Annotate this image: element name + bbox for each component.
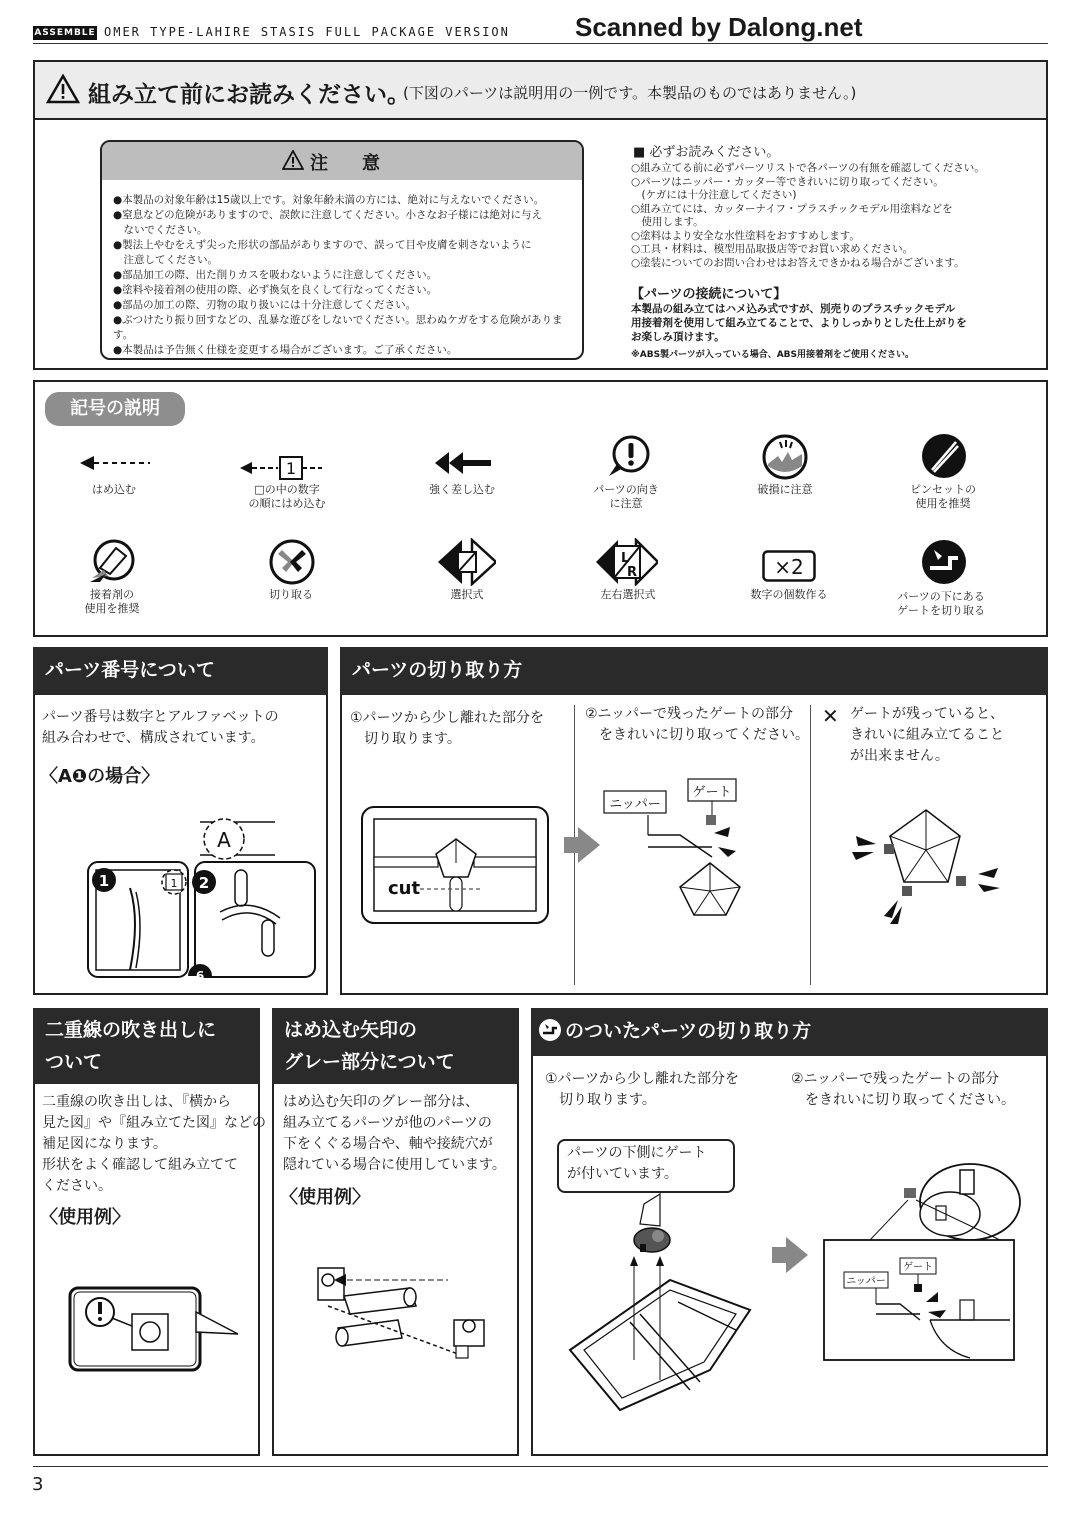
lr-left-letter: L [621,551,630,566]
parts-number-title: パーツ番号について [33,647,328,695]
cutting-step1: ①パーツから少し離れた部分を 切り取ります。 [350,710,544,747]
header-rule [33,43,1048,44]
tweezers-icon [920,432,968,480]
cutting-ng-text: ゲートが残っていると、 きれいに組み立てること が出来ません。 [850,706,1004,764]
callout-number: 2 [198,874,210,892]
gate-cut-icon [920,538,968,586]
arrow-right-icon [562,825,602,865]
scanned-by-watermark: Scanned by Dalong.net [575,12,863,42]
symbols-title: 記号の説明 [45,392,185,426]
gate-nipper-diagram [820,1140,1035,1370]
callout-number: 1 [98,872,110,890]
parts-number-example: 〈A❶の場合〉 [40,766,160,787]
nipper-label: ニッパー [846,1276,886,1287]
callout-number: 1 [170,877,178,890]
cut-label: cut [388,878,421,899]
double-arrow-icon [435,450,493,476]
symbol-label: 接着剤の 使用を推奨 [84,588,140,615]
symbol-label: パーツの下にある ゲートを切り取る [897,590,985,617]
cutting-step2: ②ニッパーで残ったゲートの部分 をきれいに切り取ってください。 [585,706,809,743]
connection-note: ※ABS製パーツが入っている場合、ABS用接着剤をご使用ください。 [631,350,915,360]
caution-item: ●本製品の対象年齢は15歳以上です。対象年齢未満の方には、絶対に与えないでください。 [113,194,545,206]
gray-arrow-diagram [298,1258,498,1368]
must-read-item: ○組み立てには、カッターナイフ・プラスチックモデル用塗料などを [631,202,953,215]
arrow-right-icon [770,1235,810,1275]
double-line-example: 〈使用例〉 [40,1207,130,1228]
cut-runner-diagram [360,805,550,925]
gate-cut-icon [538,1018,562,1042]
caution-item: ●部品の加工の際、刃物の取り扱いには十分注意してください。 [113,299,417,311]
must-read-item: ○組み立てる前に必ずパーツリストで各パーツの有無を確認してください。 [631,162,985,174]
gate-label: ゲート [692,785,732,800]
must-read-item: ○工具・材料は、模型用品取扱店等でお買い求めください。 [631,243,914,255]
symbol-label: パーツの向き に注意 [593,483,659,510]
caution-item: 注意してください。 [113,254,218,266]
double-line-title: 二重線の吹き出しに ついて [33,1008,260,1084]
exclamation-icon [603,434,651,478]
intro-title: 組み立て前にお読みください。 [88,82,410,108]
connection-line: お楽しみ頂けます。 [631,331,725,343]
symbol-label: 切り取る [269,588,313,601]
product-title: OMER TYPE-LAHIRE STASIS FULL PACKAGE VERSION [104,25,510,39]
runner-letter: A [217,828,231,852]
caution-item: ●ぶつけたり振り回すなどの、乱暴な遊びをしないでください。思わぬケガをする危険があります。 [113,314,563,341]
caution-item: ●本製品は予告無く仕様を変更する場合がございます。ご了承ください。 [113,344,458,356]
caution-item: ●窒息などの危険がありますので、誤飲に注意してください。小さなお子様には絶対に与え [113,209,542,221]
caution-triangle-icon [282,150,304,170]
symbol-label: □の中の数字 の順にはめ込む [248,483,326,510]
select-icon [438,538,496,586]
caution-item: ●部品加工の際、出た削りカスを吸わないように注意してください。 [113,269,438,281]
divider [810,705,811,985]
gray-arrow-text: はめ込む矢印のグレー部分は、 組み立てるパーツが他のパーツの 下をくぐる場合や、軸や接続穴が 隠れている場合に使用しています。 [283,1094,506,1173]
gray-arrow-title: はめ込む矢印の グレー部分について [272,1008,519,1084]
lr-select-icon [596,538,658,586]
symbol-label: はめ込む [92,483,136,496]
assemble-tag: ASSEMBLE [34,28,96,38]
multiply-text: ×2 [774,555,804,579]
connection-body [631,302,1031,344]
gate-label: ゲート [903,1262,933,1273]
must-read-list [631,162,1031,270]
page-number: 3 [32,1474,44,1495]
gate-bubble-text: パーツの下側にゲート が付いています。 [567,1145,707,1182]
must-read-item: (ケガには十分注意してください) [631,189,797,201]
symbol-label: 破損に注意 [757,483,813,496]
symbol-label: 数字の個数作る [750,588,828,601]
double-line-bubble-diagram [66,1282,242,1374]
symbol-label: 強く差し込む [429,483,495,496]
lr-right-letter: R [627,565,638,580]
must-read-item: ○塗装についてのお問い合わせはお答えできかねる場合がございます。 [631,256,965,269]
gate-runner-diagram [560,1190,760,1420]
callout-number: 6 [195,969,205,980]
nipper-icon [268,538,316,586]
must-read-title: ■ 必ずお読みください。 [633,145,780,160]
gate-parts-title: のついたパーツの切り取り方 [531,1008,1048,1056]
must-read-item: ○パーツはニッパー・カッター等できれいに切り取ってください。 [631,175,944,188]
gray-arrow-example: 〈使用例〉 [280,1187,370,1208]
caution-heading: 注 意 [310,153,388,174]
nipper-label: ニッパー [609,797,661,812]
numbered-arrow-icon [240,456,324,480]
connection-title: 【パーツの接続について】 [631,287,787,302]
dashed-arrow-icon [80,452,152,474]
parts-number-text: パーツ番号は数字とアルファベットの 組み合わせで、構成されています。 [42,709,279,746]
intro-subtitle: (下図のパーツは説明用の一例です。本製品のものではありません。) [403,84,857,102]
ng-mark: ✕ [822,704,839,728]
gate-parts-step2: ②ニッパーで残ったゲートの部分 をきれいに切り取ってください。 [791,1071,1015,1108]
must-read-item: ○塗料はより安全な水性塗料をおすすめします。 [631,229,860,242]
caution-list [113,193,578,358]
caution-item: ないでください。 [113,224,208,236]
must-read-item: 使用します。 [631,216,704,228]
warning-triangle-icon [46,74,80,104]
connection-line: 本製品の組み立てはハメ込み式ですが、別売りのプラスチックモデル [631,303,956,315]
damage-icon [762,434,808,480]
nipper-gate-diagram [600,775,770,925]
cutting-title: パーツの切り取り方 [340,647,1048,695]
symbol-label: 左右選択式 [600,588,656,601]
footer-rule [33,1466,1048,1467]
symbol-label: 選択式 [450,588,484,601]
gate-parts-step1: ①パーツから少し離れた部分を 切り取ります。 [545,1071,739,1108]
glue-icon [88,538,136,584]
caution-item: ●製法上やむをえず尖った形状の部品がありますので、誤って目や皮膚を刺さないように [113,239,532,251]
connection-line: 用接着剤を使用して組み立てることで、よりしっかりとした仕上がりを [631,317,967,329]
ng-pentagon-diagram [848,800,1008,930]
multiply-icon [762,550,816,582]
numbered-arrow-number: 1 [285,459,297,478]
caution-item: ●塗料や接着剤の使用の際、必ず換気を良くして行なってください。 [113,284,438,296]
symbol-label: ピンセットの 使用を推奨 [910,483,976,510]
double-line-text: 二重線の吹き出しは、『横から 見た図』や『組み立てた図』などの 補足図になります。 形状をよく確認して組み立てて ください。 [42,1094,266,1194]
runner-diagram [70,800,320,980]
